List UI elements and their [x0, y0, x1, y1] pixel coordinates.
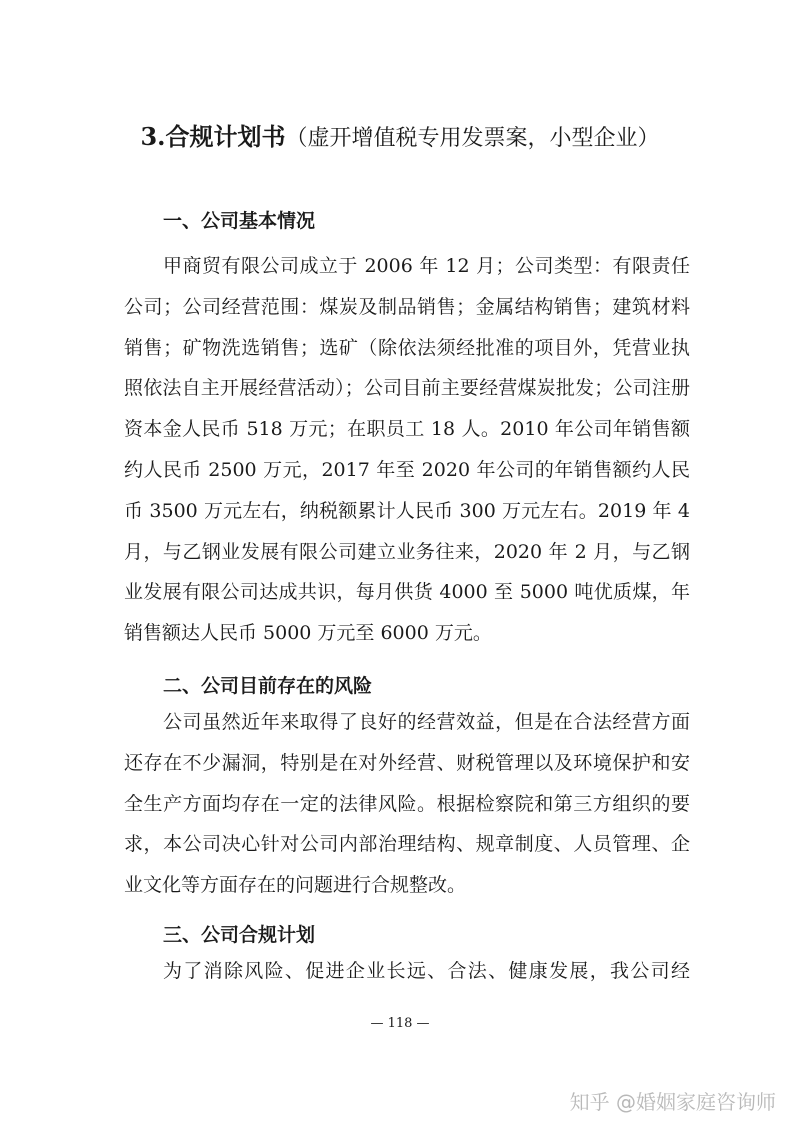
title-main: 3.合规计划书	[140, 122, 286, 151]
section-paragraph-risks: 公司虽然近年来取得了良好的经营效益，但是在合法经营方面还存在不少漏洞，特别是在对外经营、财税管理以及环境保护和安全生产方面均存在一定的法律风险。根据检察院和第三方组织的要求，本公司决心针对公司内部治理结构、规章制度、人员管理、企业文化等方面存在的问题进行合规整改。	[124, 711, 690, 897]
page-number: — 118 —	[370, 1016, 430, 1031]
section-paragraph-basic-info: 甲商贸有限公司成立于 2006 年 12 月；公司类型：有限责任公司；公司经营范围：煤炭及制品销售；金属结构销售；建筑材料销售；矿物洗选销售；选矿（除依法须经批准的项目外，凭营业执照依法自主开展经营活动）；公司目前主要经营煤炭批发；公司注册资本金人民币 518 万元；在职员工 18 人。2010 年公司年销售额约人民币 2500 万元，2017 年至 2020 年公司的年销售额约人民币 3500 万元左右，纳税额累计人民币 300 万元左右。2019 年 4 月，与乙钢业发展有限公司建立业务往来，2020 年 2 月，与乙钢业发展有限公司达成共识，每月供货 4000 至 5000 吨优质煤，年销售额达人民币 5000 万元至 6000 万元。	[124, 255, 690, 645]
document-title	[0, 120, 800, 156]
section-paragraph-compliance-plan: 为了消除风险、促进企业长远、合法、健康发展，我公司经	[163, 960, 690, 982]
zhihu-watermark: 知乎 @婚姻家庭咨询师	[569, 1090, 776, 1114]
section-heading-risks: 二、公司目前存在的风险	[163, 675, 373, 697]
section-heading-compliance-plan: 三、公司合规计划	[163, 924, 316, 946]
section-heading-basic-info: 一、公司基本情况	[163, 210, 316, 232]
title-subtitle: （虚开增值税专用发票案，小型企业）	[285, 126, 660, 151]
